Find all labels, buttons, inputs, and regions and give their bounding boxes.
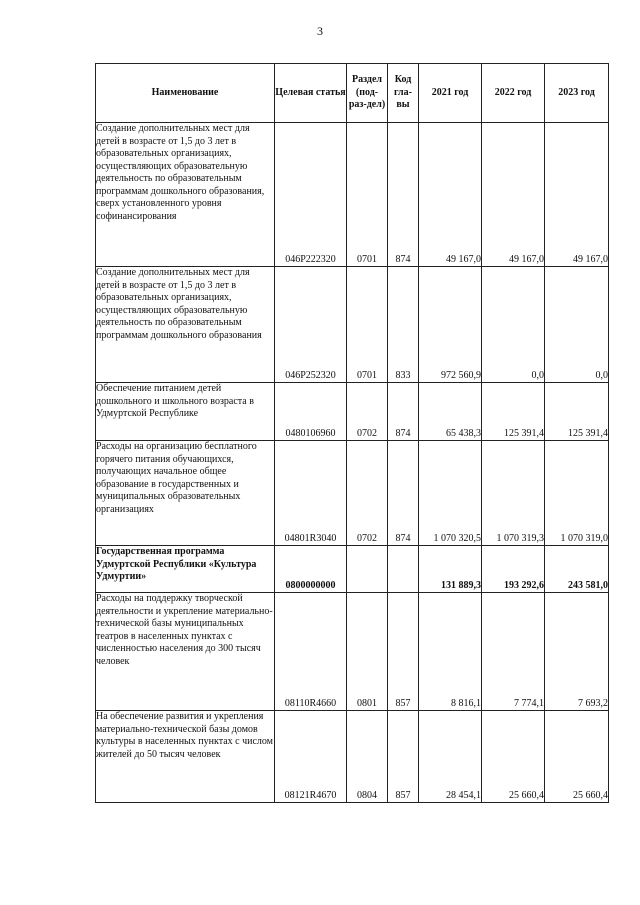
row-2021: 972 560,9 — [419, 267, 482, 383]
table-row — [96, 123, 609, 267]
row-2021: 65 438,3 — [419, 383, 482, 441]
table-row — [96, 593, 609, 711]
row-chapter: 874 — [388, 123, 419, 267]
page-number: 3 — [317, 24, 323, 38]
row-chapter: 874 — [388, 441, 419, 546]
row-name: Создание дополнительных мест для детей в возрасте от 1,5 до 3 лет в образовательных организациях, осуществляющих образовательную деятельность по образовательным программам дошкольного образования, сверх установленного уровня софинансирования — [96, 123, 275, 267]
row-2022: 193 292,6 — [482, 546, 545, 593]
row-2021: 28 454,1 — [419, 711, 482, 803]
row-section: 0804 — [347, 711, 388, 803]
row-2023: 0,0 — [545, 267, 609, 383]
row-chapter: 874 — [388, 383, 419, 441]
row-section: 0801 — [347, 593, 388, 711]
row-2023: 7 693,2 — [545, 593, 609, 711]
row-section: 0701 — [347, 123, 388, 267]
col-header-target: Целевая статья — [275, 64, 347, 123]
row-chapter: 857 — [388, 711, 419, 803]
budget-table — [95, 63, 609, 803]
row-2022: 7 774,1 — [482, 593, 545, 711]
row-2021: 131 889,3 — [419, 546, 482, 593]
row-section: 0702 — [347, 383, 388, 441]
row-2023: 25 660,4 — [545, 711, 609, 803]
row-2023: 49 167,0 — [545, 123, 609, 267]
row-section: 0702 — [347, 441, 388, 546]
row-name: Расходы на организацию бесплатного горячего питания обучающихся, получающих начальное общее образование в государственных и муниципальных образовательных организациях — [96, 441, 275, 546]
table-row-program — [96, 546, 609, 593]
row-target: 046P222320 — [275, 123, 347, 267]
row-target: 0480106960 — [275, 383, 347, 441]
row-2021: 8 816,1 — [419, 593, 482, 711]
row-target: 08110R4660 — [275, 593, 347, 711]
col-header-2021: 2021 год — [419, 64, 482, 123]
row-2022: 0,0 — [482, 267, 545, 383]
row-2022: 49 167,0 — [482, 123, 545, 267]
table-row — [96, 441, 609, 546]
col-header-section: Раздел (под-раз-дел) — [347, 64, 388, 123]
row-name: На обеспечение развития и укрепления материально-технической базы домов культуры в населенных пунктах с числом жителей до 50 тысяч человек — [96, 711, 275, 803]
col-header-2023: 2023 год — [545, 64, 609, 123]
row-section — [347, 546, 388, 593]
col-header-name: Наименование — [96, 64, 275, 123]
row-2022: 1 070 319,3 — [482, 441, 545, 546]
table-row — [96, 267, 609, 383]
row-chapter: 857 — [388, 593, 419, 711]
row-2022: 125 391,4 — [482, 383, 545, 441]
table-row — [96, 711, 609, 803]
row-2023: 125 391,4 — [545, 383, 609, 441]
col-header-2022: 2022 год — [482, 64, 545, 123]
row-2021: 1 070 320,5 — [419, 441, 482, 546]
row-2021: 49 167,0 — [419, 123, 482, 267]
row-target: 046P252320 — [275, 267, 347, 383]
row-section: 0701 — [347, 267, 388, 383]
table-row — [96, 383, 609, 441]
row-target: 04801R3040 — [275, 441, 347, 546]
row-chapter: 833 — [388, 267, 419, 383]
row-target: 08121R4670 — [275, 711, 347, 803]
header-row — [96, 64, 609, 123]
row-name: Создание дополнительных мест для детей в возрасте от 1,5 до 3 лет в образовательных организациях, осуществляющих образовательную деятельность по образовательным программам дошкольного образования — [96, 267, 275, 383]
col-header-chapter: Код гла-вы — [388, 64, 419, 123]
row-2022: 25 660,4 — [482, 711, 545, 803]
row-name: Расходы на поддержку творческой деятельности и укрепление материально-технической базы муниципальных театров в населенных пунктах с численностью населения до 300 тысяч человек — [96, 593, 275, 711]
row-2023: 243 581,0 — [545, 546, 609, 593]
row-2023: 1 070 319,0 — [545, 441, 609, 546]
row-name: Обеспечение питанием детей дошкольного и школьного возраста в Удмуртской Республике — [96, 383, 275, 441]
row-name: Государственная программа Удмуртской Республики «Культура Удмуртии» — [96, 546, 275, 593]
row-target: 0800000000 — [275, 546, 347, 593]
row-chapter — [388, 546, 419, 593]
